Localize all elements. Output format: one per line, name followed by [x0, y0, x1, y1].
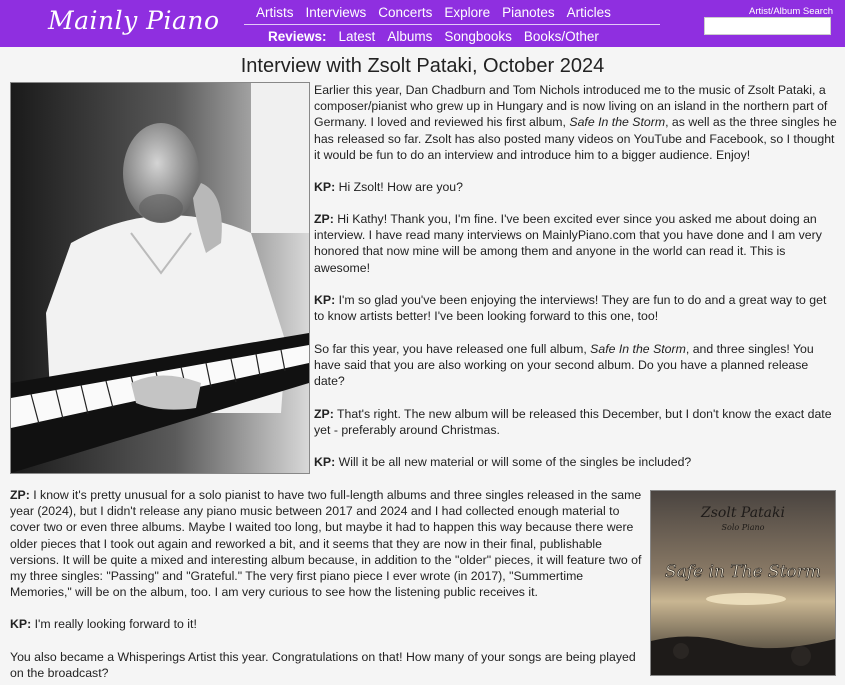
question-3-text-after: , and three singles! You have said that you are also working on your second album. Do you have a planned release date? [314, 342, 814, 389]
question-1-text: Hi Zsolt! How are you? [335, 180, 463, 194]
answer-4 [10, 487, 642, 600]
question-3-album-title: Safe In the Storm [590, 342, 686, 356]
artist-photo [10, 82, 310, 474]
question-6-text: You also became a Whisperings Artist this year. Congratulations on that! How many of your songs are being played on the broadcast? [10, 650, 636, 681]
nav-reviews-latest[interactable]: Latest [338, 29, 376, 44]
speaker-kp: KP: [314, 455, 336, 469]
nav-concerts[interactable]: Concerts [378, 5, 433, 20]
question-2-text: I'm so glad you've been enjoying the interviews! They are fun to do and a great way to get to know artists better! I've been looking forward to this one, too! [314, 293, 827, 324]
artist-photo-illustration [11, 83, 309, 473]
reviews-nav [262, 29, 605, 44]
nav-reviews-albums[interactable]: Albums [387, 29, 433, 44]
intro-text-after: , as well as the three singles he has released so far. Zsolt has also posted many videos on YouTube and Facebook, so I thought it would be fun to do an interview and introduce him to a bigger audience. Enjoy! [314, 115, 837, 162]
speaker-kp: KP: [10, 617, 32, 631]
answer-1-text: Hi Kathy! Thank you, I'm fine. I've been excited ever since you asked me about doing an interview. I have read many interviews on MainlyPiano.com that you have done and I am very honored that now mine will be among them and anyone in the world can read it. This is awesome! [314, 212, 822, 275]
question-4-text: Will it be all new material or will some of the singles be included? [335, 455, 692, 469]
nav-divider [244, 24, 660, 25]
primary-nav [250, 5, 617, 20]
intro-text-before: Earlier this year, Dan Chadburn and Tom Nichols introduced me to the music of Zsolt Pataki, a composer/pianist who grew up in Hungary and is now living on an island in the northern part of Germany. I loved and reviewed his first album, [314, 83, 828, 130]
reviews-label: Reviews: [268, 29, 327, 44]
answer-3-text: That's right. The new album will be released this December, but I don't know the exact date yet - preferably around Christmas. [314, 407, 832, 438]
speaker-kp: KP: [314, 180, 336, 194]
speaker-kp: KP: [314, 293, 336, 307]
site-header [0, 0, 845, 47]
nav-pianotes[interactable]: Pianotes [502, 5, 555, 20]
search-input[interactable] [704, 17, 831, 35]
question-3-text-before: So far this year, you have released one full album, [314, 342, 591, 356]
speaker-zp: ZP: [314, 407, 334, 421]
nav-artists[interactable]: Artists [256, 5, 294, 20]
nav-explore[interactable]: Explore [444, 5, 491, 20]
question-5 [10, 616, 642, 632]
page-title: Interview with Zsolt Pataki, October 2024 [240, 55, 605, 77]
question-5-text: I'm really looking forward to it! [31, 617, 197, 631]
nav-reviews-books-other[interactable]: Books/Other [523, 29, 599, 44]
question-2 [314, 292, 837, 324]
album-cover [650, 490, 836, 676]
site-logo[interactable]: Mainly Piano [48, 6, 220, 35]
question-3 [314, 341, 837, 390]
nav-reviews-songbooks[interactable]: Songbooks [444, 29, 512, 44]
speaker-zp: ZP: [10, 488, 30, 502]
album-cover-art [651, 491, 835, 675]
answer-3 [314, 406, 837, 438]
search-label: Artist/Album Search [749, 6, 833, 17]
question-4 [314, 454, 837, 470]
nav-interviews[interactable]: Interviews [305, 5, 367, 20]
nav-articles[interactable]: Articles [566, 5, 611, 20]
answer-1 [314, 211, 837, 276]
intro-album-title: Safe In the Storm [569, 115, 666, 130]
question-6 [10, 649, 642, 681]
intro-paragraph [314, 82, 837, 163]
album-title: Safe in The Storm [664, 562, 822, 582]
answer-4-text: I know it's pretty unusual for a solo pianist to have two full-length albums and three singles released in the same year (2024), but I didn't release any piano music between 2017 and 2024 and I had collected enough material to cover two or even three albums. Maybe I waited too long, but maybe it had to happen this way because there were older pieces that I took out again and reworked a bit, and it seems that they are now in their final, publishable versions. It will be quite a mixed and interesting album because, in addition to the "older" pieces, it will feature two of my three singles: "Passing" and "Grateful." The very first piano piece I ever wrote (in 2017), "Summertime Memories," will be on the album, too. I am very curious to see how the listening public receives it. [10, 488, 642, 600]
album-subtitle: Solo Piano [721, 523, 765, 532]
question-1 [314, 179, 837, 195]
album-artist-name: Zsolt Pataki [701, 505, 785, 521]
speaker-zp: ZP: [314, 212, 334, 226]
